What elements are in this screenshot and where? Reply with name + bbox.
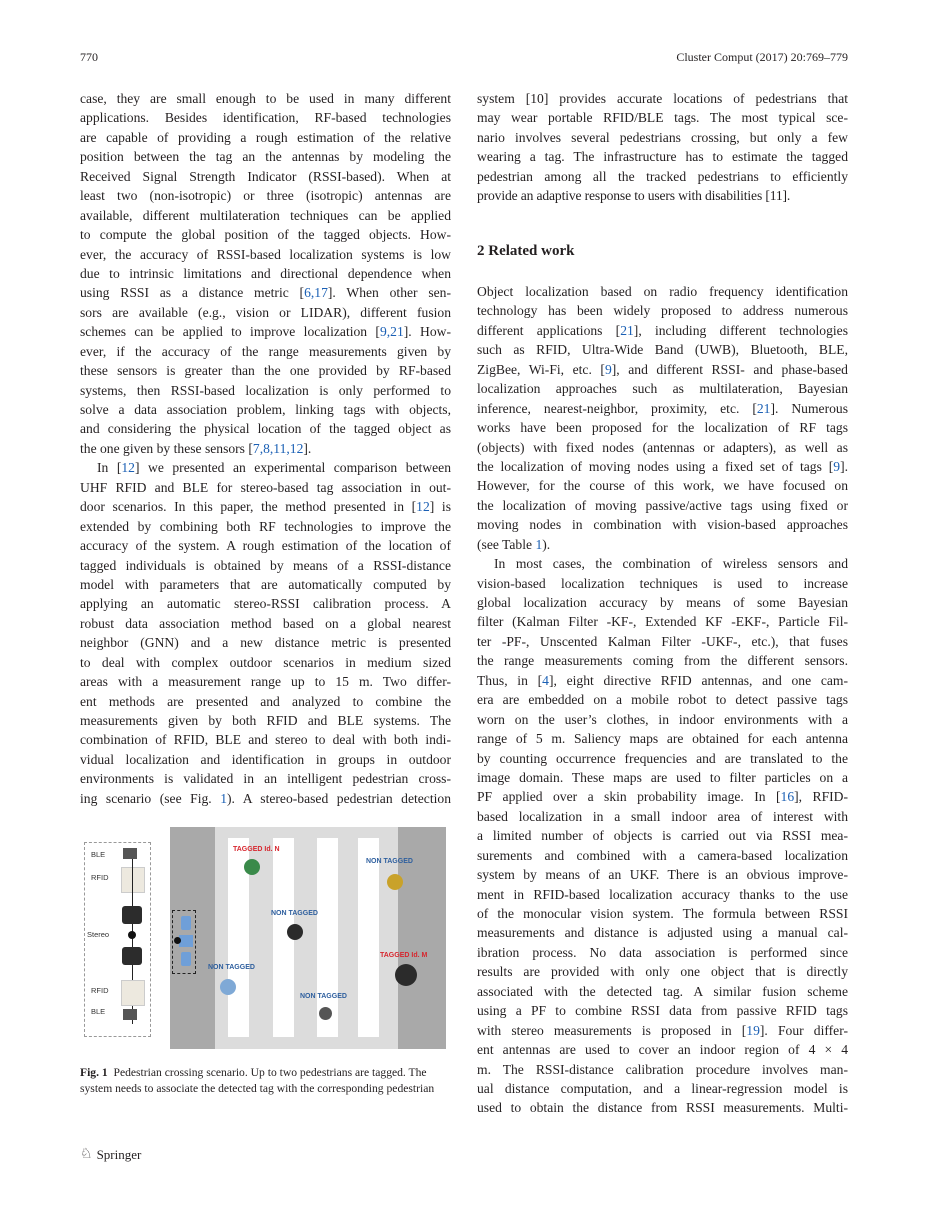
text-line: (see Table 1). [477, 536, 551, 552]
pedestrian [220, 979, 236, 995]
text-line: the localization of moving nodes using a fixed set of tags [9]. [477, 458, 848, 474]
text-line: worn on the user’s clothes, in indoor environments with a [477, 711, 848, 727]
text-line: available, different multilateration techniques can be applied [80, 207, 451, 223]
text-line: ever, if the accuracy of the range measurements given by [80, 343, 451, 359]
text-line: model with parameters that are automatically computed by [80, 576, 451, 592]
inset-label-ble: BLE [91, 1007, 106, 1016]
inset-label-ble: BLE [91, 850, 106, 859]
text-line: pedestrian among all the tracked pedestrians to efficiently [477, 168, 848, 184]
text-line: with stereo measurements is proposed in [19]. Four differ- [477, 1022, 848, 1038]
text-line: technology has been widely proposed to address numerous [477, 303, 848, 319]
text-line: Object localization based on radio frequency identification [477, 284, 848, 299]
text-line: case, they are small enough to be used in many different [80, 91, 451, 106]
text-line: systems, then RSSI-based localization is only performed to [80, 382, 451, 398]
text-line: inference, nearest-neighbor, proximity, etc. [21]. Numerous [477, 400, 848, 416]
text-line: Thus, in [4], eight directive RFID antennas, and one cam- [477, 672, 849, 688]
text-line: filter (Kalman Filter -KF-, Extended KF -EKF-, Particle Fil- [477, 614, 848, 630]
text-line: works have been proposed for the localization of RF tags [477, 420, 848, 436]
inset-label-rfid: RFID [91, 986, 109, 995]
pedestrian [387, 874, 403, 890]
text-line: robust data association method based on a global nearest [80, 615, 451, 631]
text-line: range of 5 m. Saliency maps are obtained for each antenna [477, 731, 848, 747]
text-line: a limited number of objects is carried out via RSSI mea- [477, 828, 848, 844]
text-line: applying an automatic stereo-RSSI calibration process. A [80, 596, 451, 612]
text-line: schemes can be applied to improve localization [9,21]. How- [80, 324, 451, 340]
text-line: results are provided with only one object that is directly [477, 964, 848, 980]
running-header: Cluster Comput (2017) 20:769–779 [676, 50, 848, 64]
text-line: In most cases, the combination of wireless sensors and [494, 556, 848, 572]
text-line: areas with a measurement range up to 15 m. Two differ- [80, 674, 451, 690]
text-line: In [12] we presented an experimental comparison between [97, 460, 452, 476]
figure-1 [80, 827, 446, 1049]
rfid-antenna-icon [121, 867, 145, 893]
text-line: of the monocular vision system. The formula between RSSI [477, 906, 848, 921]
text-line: nario involves several pedestrians crossing, but only a few [477, 129, 848, 145]
caption-text: Pedestrian crossing scenario. Up to two pedestrians are tagged. The system needs to associate the detected tag with the corresponding pedestrian [80, 1066, 435, 1095]
text-line: used to obtain the distance from RSSI measurements. Multi- [477, 1100, 848, 1116]
crosswalk-stripe [358, 838, 379, 1037]
text-line: PF applied over a skin probability image. In [16], RFID- [477, 789, 848, 805]
text-line: m. The RSSI-distance calibration procedure involves man- [477, 1061, 848, 1077]
text-line: combination of RFID, BLE and stereo to deal with both indi- [80, 732, 451, 748]
text-line: ent antennas are used to cover an indoor region of 4 × 4 [477, 1042, 848, 1058]
text-line: extended by combining both RF technologies to improve the [80, 518, 451, 534]
page-number: 770 [80, 50, 98, 64]
text-line: moving nodes in combination with vision-based approaches [477, 517, 848, 533]
text-line: the range measurements coming from the different sensors. [477, 653, 848, 669]
text-line: localization approaches such as multilateration, Bayesian [477, 381, 848, 397]
text-line: are capable of providing a rough estimation of the relative [80, 129, 451, 145]
tag-label-non-tagged: NON TAGGED [271, 910, 318, 917]
text-line: to compute the global position of the tagged objects. How- [80, 227, 451, 243]
springer-footer [80, 1146, 141, 1163]
text-line: position between the tag an the antennas by modeling the [80, 149, 451, 165]
text-line: least two (non-isotropic) or three (isotropic) antennas are [80, 188, 451, 204]
text-line: applications. Besides identification, RF-based technologies [80, 110, 451, 126]
text-line: accuracy of the system. A rough estimation of the location of [80, 538, 451, 554]
caption-label: Fig. 1 [80, 1066, 108, 1079]
text-line: the one given by these sensors [7,8,11,12]. [80, 440, 312, 456]
text-line: Received Signal Strength Indicator (RSSI-based). When at [80, 168, 451, 184]
text-line: associated with the detected tag. A similar fusion scheme [477, 983, 848, 999]
publisher-name: Springer [96, 1146, 142, 1162]
text-line: However, for the course of this work, we have focused on [477, 478, 848, 494]
tag-label-tagged-m: TAGGED Id. M [380, 952, 428, 959]
text-line: ter -PF-, Unscented Kalman Filter -UKF-, etc.), that fuses [477, 633, 848, 649]
text-line: by counting occurrence frequencies and are translated to the [477, 750, 848, 766]
rfid-antenna-icon [121, 980, 145, 1006]
right-column-top [477, 89, 848, 206]
text-line: UHF RFID and BLE for stereo-based tag association in out- [80, 479, 451, 495]
springer-horse-icon: ♘ [80, 1147, 93, 1162]
pedestrian [319, 1007, 332, 1020]
text-line: due to intrinsic limitations and directional dependence when [80, 265, 451, 281]
text-line: era are embedded on a mobile robot to detect passive tags [477, 692, 848, 708]
text-line: such as RFID, Ultra-Wide Band (UWB), Bluetooth, BLE, [477, 342, 848, 358]
text-line: these sensors is greater than the one provided by RF-based [80, 363, 451, 379]
pedestrian [287, 924, 303, 940]
text-line: vidual localization and identification in groups in outdoor [80, 751, 451, 767]
tag-label-non-tagged: NON TAGGED [300, 993, 347, 1000]
text-line: to deal with complex outdoor scenarios in medium sized [80, 654, 451, 670]
pedestrian [244, 859, 260, 875]
pedestrian [395, 964, 417, 986]
section-heading: 2 Related work [477, 243, 575, 259]
text-line: ibration process. No data association is performed since [477, 944, 848, 960]
figure-caption [80, 1065, 451, 1097]
text-line: provide an adaptive response to users with disabilities [11]. [477, 188, 791, 204]
text-line: ever, the accuracy of RSSI-based localization systems is low [80, 246, 451, 262]
text-line: (objects) with fixed nodes (antennas or adapters), as well as [477, 439, 848, 455]
text-line: door scenarios. In this paper, the method presented in [12] is [80, 499, 451, 515]
right-column [477, 282, 848, 1118]
text-line: the localization of moving passive/active tags using fixed or [477, 497, 848, 513]
sensor-inset [84, 842, 151, 1037]
text-line: and considering the physical location of the tagged object as [80, 421, 451, 437]
tag-label-tagged-n: TAGGED Id. N [233, 846, 280, 853]
text-line: based localization in a small indoor area of interest with [477, 808, 848, 824]
text-line: using a PF to combine RSSI data from passive RFID tags [477, 1003, 848, 1019]
stereo-joint-icon [128, 931, 136, 939]
text-line: system by means of an UKF. There is an obvious improve- [477, 867, 848, 883]
text-line: ment in RFID-based localization accuracy thanks to the use [477, 886, 848, 902]
text-line: solve a data association problem, linking tags with objects, [80, 402, 451, 417]
text-line: environments is validated in an intelligent pedestrian cross- [80, 771, 451, 787]
text-line: ent methods are presented and analyzed to combine the [80, 693, 451, 709]
camera-icon [122, 947, 142, 965]
inset-label-rfid: RFID [91, 873, 109, 882]
text-line: surements and combined with a camera-based localization [477, 847, 848, 863]
ble-device-icon [123, 1009, 137, 1020]
sensor-unit [172, 910, 196, 974]
text-line: sors are available (e.g., vision or LIDAR), different fusion [80, 304, 451, 320]
text-line: system [10] provides accurate locations of pedestrians that [477, 91, 848, 106]
ble-device-icon [123, 848, 137, 859]
text-line: neighbor (GNN) and a new distance metric is presented [80, 635, 451, 651]
inset-label-stereo: Stereo [87, 930, 110, 939]
text-line: global localization accuracy by means of some Bayesian [477, 595, 848, 610]
camera-icon [122, 906, 142, 924]
tag-label-non-tagged: NON TAGGED [366, 858, 413, 865]
text-line: ZigBee, Wi-Fi, etc. [9], and different RSSI- and phase-based [477, 361, 848, 377]
text-line: may wear portable RFID/BLE tags. The most typical sce- [477, 110, 848, 126]
text-line: tagged individuals is obtained by means of a RSSI-distance [80, 557, 451, 573]
text-line: ual distance computation, and a linear-regression model is [477, 1080, 848, 1096]
text-line: ing scenario (see Fig. 1). A stereo-based pedestrian detection [80, 790, 451, 806]
text-line: measurements given by both RFID and BLE systems. The [80, 713, 451, 728]
text-line: image domain. These maps are used to filter particles on a [477, 769, 848, 785]
tag-label-non-tagged: NON TAGGED [208, 964, 255, 971]
text-line: wearing a tag. The infrastructure has to estimate the tagged [477, 149, 848, 165]
text-line: measurements and distance is adjusted using a manual cal- [477, 925, 848, 941]
left-column [80, 89, 451, 808]
text-line: using RSSI as a distance metric [6,17]. When other sen- [80, 285, 451, 301]
text-line: different applications [21], including different technologies [477, 322, 848, 338]
text-line: vision-based localization techniques is used to increase [477, 575, 848, 591]
